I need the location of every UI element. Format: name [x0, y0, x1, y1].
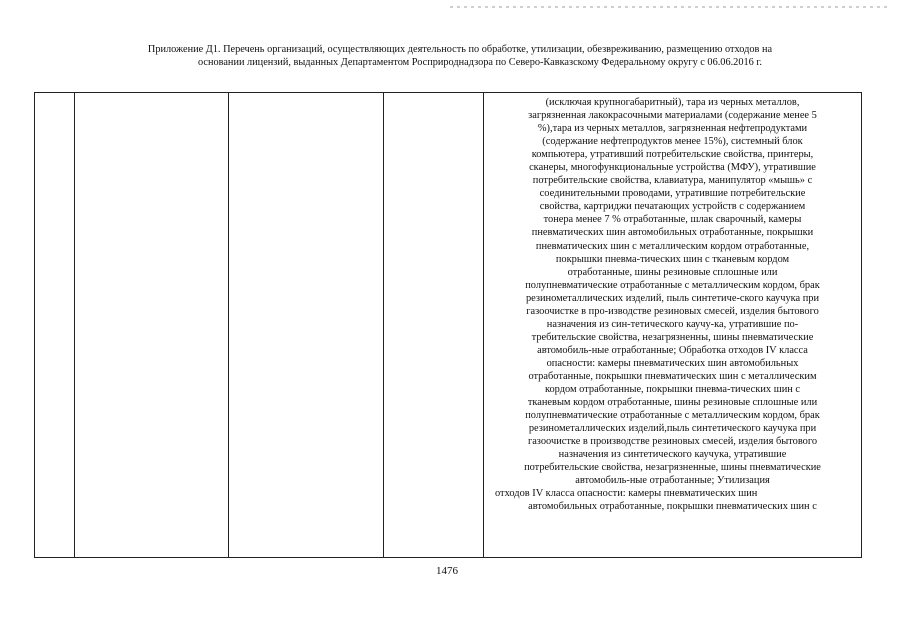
header-line-2: основании лицензий, выданных Департаментом Росприроднадзора по Северо-Кавказскому Федеральному округу с 06.06.2016 г.: [198, 57, 762, 68]
text-line: резинометаллических изделий, пыль синтетиче-ского каучука при: [525, 292, 820, 304]
text-line: сканеры, многофункциональные устройства (МФУ), утратившие: [529, 162, 816, 174]
text-line: полупневматические отработанные с металлическим кордом, брак: [525, 279, 820, 291]
text-line: требительские свойства, незагрязненны, шины пневматические: [531, 331, 814, 343]
text-line: отработанные, покрышки пневматических шин с металлическим: [528, 370, 817, 382]
text-line: покрышки пневма-тических шин с тканевым кордом: [555, 253, 790, 265]
text-line: назначения из син-тетического каучу-ка, утратившие по-: [546, 318, 799, 330]
text-line: тонера менее 7 % отработанные, шлак сварочный, камеры: [543, 214, 802, 226]
text-line: компьютера, утративший потребительские свойства, принтеры,: [531, 149, 814, 161]
text-line: (содержание нефтепродуктов менее 15%), системный блок: [542, 136, 803, 148]
text-line: резинометаллических изделий,пыль синтетического каучука при: [528, 423, 817, 435]
text-line: назначения из синтетического каучука, утратившие: [558, 449, 787, 461]
text-line: кордом отработанные, покрышки пневма-тических шин с: [544, 384, 801, 396]
text-line: (исключая крупногабаритный), тара из черных металлов,: [545, 97, 800, 108]
header-line-1: Приложение Д1. Перечень организаций, осуществляющих деятельность по обработке, утилизации, обезвреживанию, размещению отходов на: [147, 44, 773, 55]
document-header: [60, 43, 860, 69]
text-line: пневматических шин с металлическим кордом отработанные,: [535, 240, 810, 252]
scan-artifact: [450, 6, 890, 8]
table-cell-number: [35, 93, 75, 558]
text-line: потребительские свойства, незагрязненные, шины пневматические: [524, 462, 821, 474]
text-line: %),тара из черных металлов, загрязненная нефтепродуктами: [537, 123, 808, 135]
text-line: отработанные, шины резиновые сплошные или: [567, 266, 778, 278]
text-line: загрязненная лакокрасочными материалами (содержание менее 5: [528, 110, 817, 122]
table-row: [35, 93, 862, 558]
text-line: полупневматические отработанные с металлическим кордом, брак: [525, 410, 820, 422]
text-line: автомобиль-ные отработанные; Утилизация: [575, 475, 770, 487]
table-cell-organization: [75, 93, 229, 558]
licenses-table: [34, 92, 862, 558]
text-line: потребительские свойства, клавиатура, манипулятор «мышь» с: [532, 175, 813, 187]
text-line: отходов IV класса опасности: камеры пневматических шин: [495, 488, 758, 500]
text-line: газоочистке в производстве резиновых смесей, изделия бытового: [527, 436, 818, 448]
text-line: автомобиль-ные отработанные; Обработка отходов IV класса: [537, 344, 808, 356]
table-cell-waste-types: [484, 93, 862, 558]
text-line: свойства, картриджи печатающих устройств с содержанием: [539, 201, 806, 213]
text-line: пневматических шин автомобильных отработанные, покрышки: [531, 227, 814, 239]
table-cell-license: [384, 93, 484, 558]
text-line: автомобильных отработанные, покрышки пневматических шин с: [528, 501, 817, 513]
text-line: опасности: камеры пневматических шин автомобильных: [546, 357, 799, 369]
table-cell-address: [229, 93, 384, 558]
text-line: соединительными проводами, утратившие потребительские: [539, 188, 806, 200]
waste-types-text: [487, 96, 858, 514]
text-line: тканевым кордом отработанные, шины резиновые сплошные или: [527, 397, 818, 409]
page-number: 1476: [436, 565, 458, 577]
text-line: газоочистке в про-изводстве резиновых смесей, изделия бытового: [526, 305, 819, 317]
